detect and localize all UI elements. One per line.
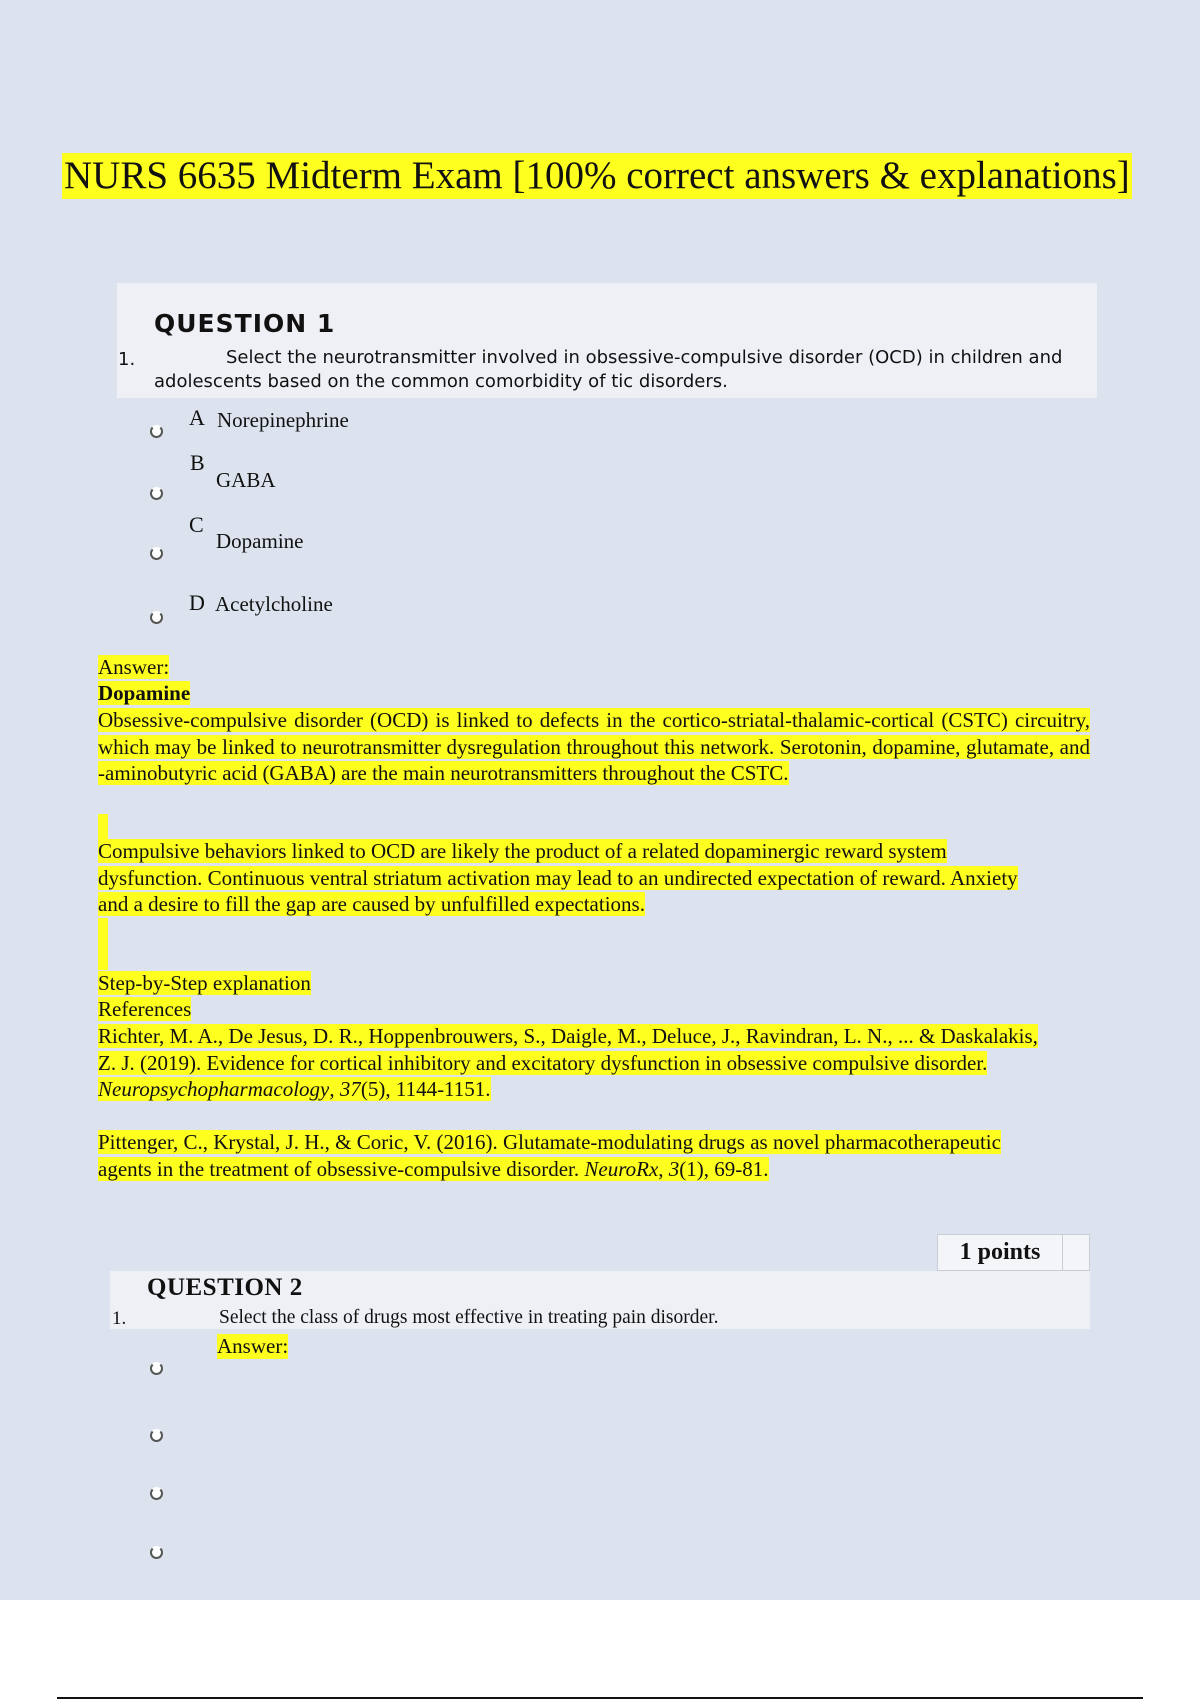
explanation-paragraph-1 [98,707,1090,787]
option-c-radio[interactable] [150,547,163,560]
reference-1 [98,1023,1048,1103]
reference-2-pages: (1), 69-81. [679,1156,769,1181]
answer-value: Dopamine [98,681,191,705]
reference-2-volume: 3 [668,1156,680,1181]
document-title: NURS 6635 Midterm Exam [100% correct answers & explanations] [64,154,1130,197]
points-label: 1 points [938,1235,1063,1270]
points-box [937,1234,1090,1271]
option-a-letter: A [189,405,205,430]
explanation-paragraph-2 [98,838,1048,918]
q2-option-4-radio[interactable] [150,1546,163,1559]
q2-option-1-radio[interactable] [150,1362,163,1375]
reference-1-text: Richter, M. A., De Jesus, D. R., Hoppenbrouwers, S., Daigle, M., Deluce, J., Ravindran, L. N., ... & Daskalakis, Z. J. (2019). Evidence for cortical inhibitory and excitatory dysfunction in obsessive compulsive disorder. [98,1024,1038,1075]
highlight-gap-2 [98,918,108,970]
question-1-heading: QUESTION 1 [154,309,336,338]
option-b-radio[interactable] [150,487,163,500]
question-2-number: 1. [112,1308,127,1329]
references-block [98,996,1090,1023]
reference-1-journal: Neuropsychopharmacology [98,1077,330,1101]
option-a-label: Norepinephrine [217,408,349,432]
reference-1-pages: (5), 1144-1151. [360,1077,491,1101]
question-1-number: 1. [118,349,136,370]
option-b-letter: B [190,450,205,475]
reference-2-text: Pittenger, C., Krystal, J. H., & Coric, V. (2016). Glutamate-modulating drugs as novel pharmacotherapeutic agents in the treatment of obsessive-compulsive disorder. [98,1130,1001,1181]
option-d-letter: D [189,590,205,615]
option-c-label: Dopamine [216,529,304,553]
answer-value-block [98,680,1090,707]
reference-2-sep: , [658,1156,669,1181]
question-1-text: Select the neurotransmitter involved in obsessive-compulsive disorder (OCD) in children and adolescents based on the common comorbidity of tic disorders. [154,347,1063,392]
reference-2-journal: NeuroRx [584,1156,659,1181]
question-2-heading: QUESTION 2 [147,1274,303,1301]
option-c-letter: C [189,512,204,537]
question-2-text: Select the class of drugs most effective in treating pain disorder. [219,1307,719,1328]
option-d-radio[interactable] [150,611,163,624]
explanation-2-text: Compulsive behaviors linked to OCD are likely the product of a related dopaminergic reward system dysfunction. Continuous ventral striatum activation may lead to an undirected expectation of reward. Anxiety and a desire to fill the gap are caused by unfulfilled expectations. [98,839,1018,916]
option-d-label: Acetylcholine [215,592,333,616]
q2-option-2-radio[interactable] [150,1429,163,1442]
q2-option-3-radio[interactable] [150,1487,163,1500]
explanation-1-text: Obsessive-compulsive disorder (OCD) is linked to defects in the cortico-striatal-thalamic-cortical (CSTC) circuitry, which may be linked to neurotransmitter dysregulation throughout this network. Serotonin, dopamine, glutamate, and -aminobutyric acid (GABA) are the main neurotransmitters throughout the CSTC. [98,708,1090,785]
footer-rule [57,1697,1143,1699]
option-b-label: GABA [216,468,276,492]
answer-label-block [98,654,1090,681]
reference-1-sep: , [329,1077,340,1101]
reference-1-volume: 37 [339,1077,361,1101]
reference-2 [98,1129,1048,1182]
answer-label: Answer: [98,655,170,679]
step-by-step-block [98,970,1090,997]
option-a-radio[interactable] [150,425,163,438]
question-2-answer-label: Answer: [217,1334,289,1358]
step-by-step-label: Step-by-Step explanation [98,971,311,995]
references-label: References [98,997,192,1021]
